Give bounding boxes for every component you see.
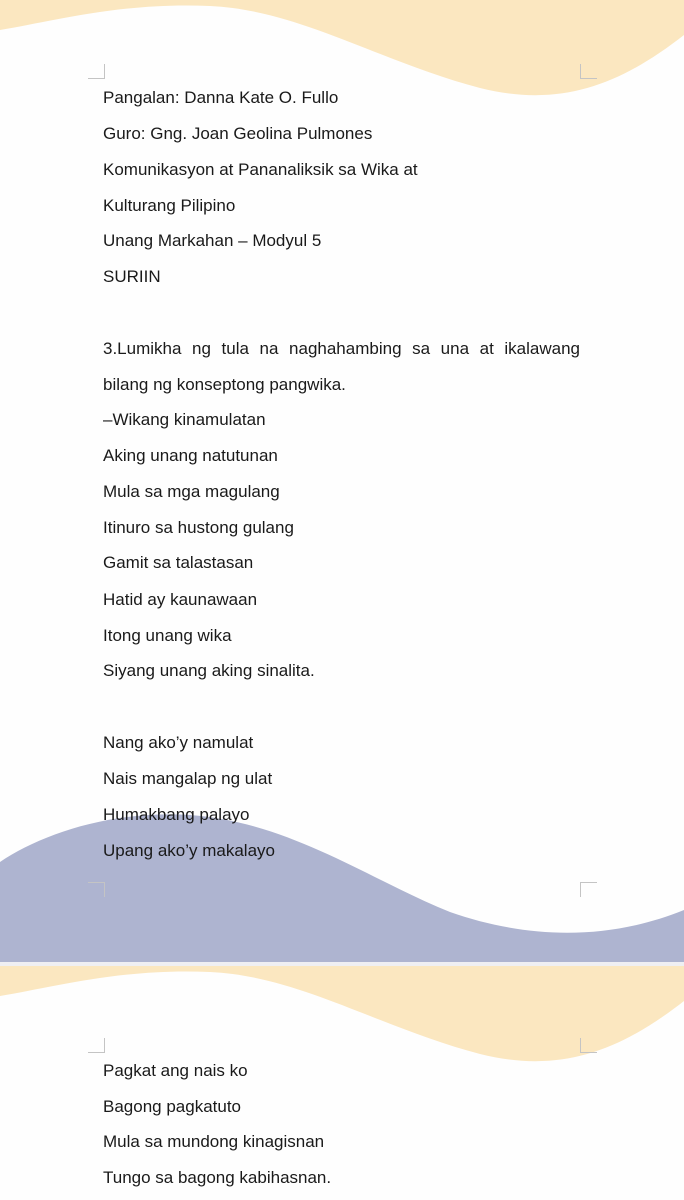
poem-line: Itong unang wika xyxy=(103,626,232,645)
corner-mark-bottom-right xyxy=(580,882,597,897)
poem-line: –Wikang kinamulatan xyxy=(103,410,266,429)
poem-line: Tungo sa bagong kabihasnan. xyxy=(103,1168,332,1187)
cream-wave-top xyxy=(0,0,684,95)
poem-line: Humakbang palayo xyxy=(103,805,250,824)
subject-line-1: Komunikasyon at Pananaliksik sa Wika at xyxy=(103,160,418,179)
corner-mark-bottom-left xyxy=(88,882,105,897)
name-line: Pangalan: Danna Kate O. Fullo xyxy=(103,88,339,107)
poem-line: Aking unang natutunan xyxy=(103,446,278,465)
poem-line: Mula sa mundong kinagisnan xyxy=(103,1132,325,1151)
poem-line: Nais mangalap ng ulat xyxy=(103,769,273,788)
poem-line: Gamit sa talastasan xyxy=(103,553,254,572)
poem-line: Mula sa mga magulang xyxy=(103,482,280,501)
poem-line: Pagkat ang nais ko xyxy=(103,1061,248,1080)
prompt-line-2: bilang ng konseptong pangwika. xyxy=(103,375,346,394)
teacher-line: Guro: Gng. Joan Geolina Pulmones xyxy=(103,124,373,143)
document-page-2 xyxy=(0,966,684,1200)
poem-line: Bagong pagkatuto xyxy=(103,1097,242,1116)
poem-line: Nang ako’y namulat xyxy=(103,733,254,752)
subject-line-2: Kulturang Pilipino xyxy=(103,196,236,215)
page-decoration xyxy=(0,966,684,1200)
prompt-line-1: 3.Lumikha ng tula na naghahambing sa una at ikalawang xyxy=(103,339,580,358)
section-heading: SURIIN xyxy=(103,267,161,286)
poem-line: Siyang unang aking sinalita. xyxy=(103,661,315,680)
corner-mark-top-right xyxy=(580,64,597,79)
module-line: Unang Markahan – Modyul 5 xyxy=(103,231,322,250)
poem-line: Hatid ay kaunawaan xyxy=(103,590,258,609)
corner-mark-top-right xyxy=(580,1038,597,1053)
corner-mark-top-left xyxy=(88,64,105,79)
poem-line: Upang ako’y makalayo xyxy=(103,841,275,860)
poem-line: Itinuro sa hustong gulang xyxy=(103,518,294,537)
corner-mark-top-left xyxy=(88,1038,105,1053)
